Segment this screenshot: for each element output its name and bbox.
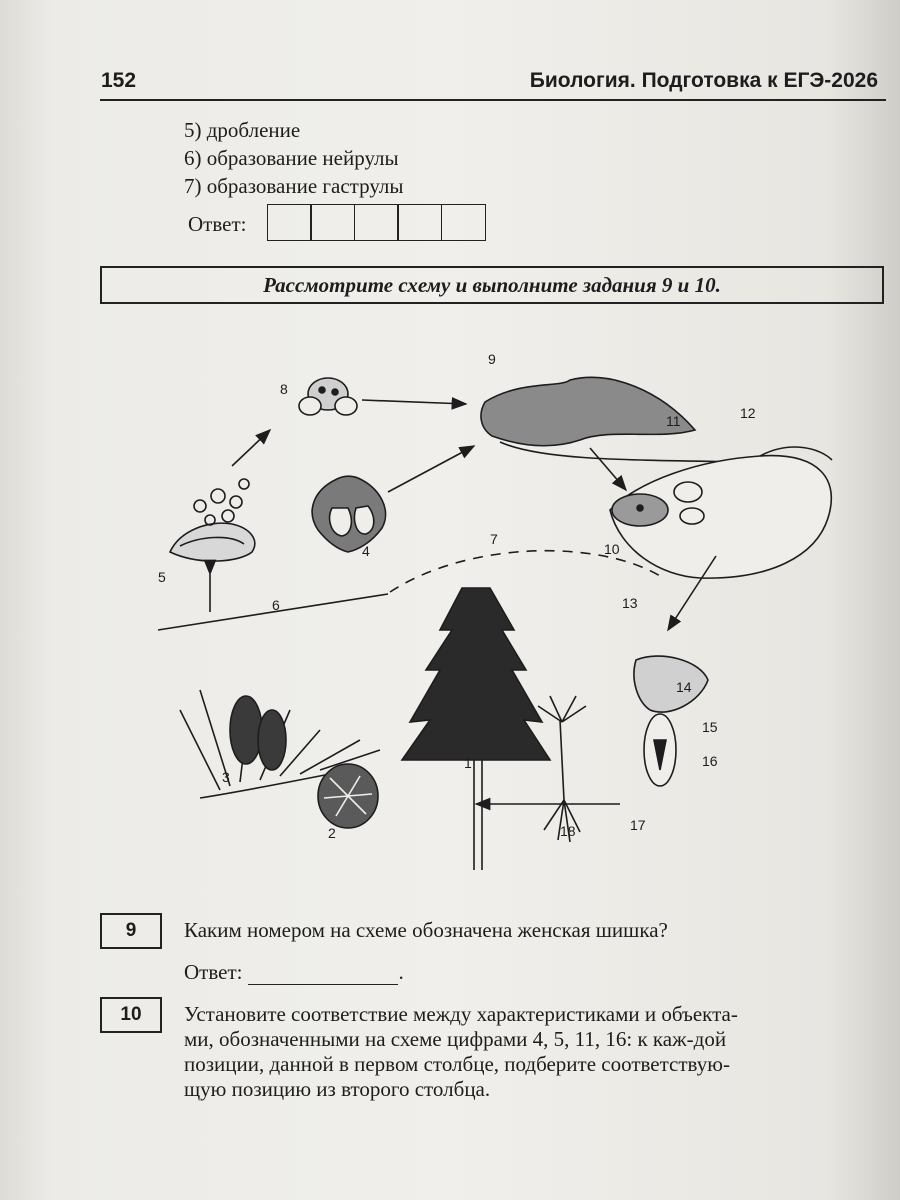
seedling-drawing — [538, 696, 586, 842]
task-number-10: 10 — [100, 997, 162, 1033]
task10-text — [184, 1002, 738, 1102]
answer-cell[interactable] — [354, 204, 399, 241]
male-cone-scale-drawing — [170, 479, 255, 561]
diagram-label-10: 10 — [604, 541, 620, 557]
diagram-label-17: 17 — [630, 817, 646, 833]
task9-answer-period: . — [398, 960, 404, 984]
page-number: 152 — [101, 69, 137, 92]
diagram-label-1: 1 — [464, 755, 472, 771]
pine-life-cycle-diagram — [140, 330, 900, 890]
task10-line: позиции, данной в первом столбце, подберите соответствую- — [184, 1052, 730, 1076]
answer-label: Ответ: — [188, 212, 247, 236]
answer-cell[interactable] — [310, 204, 355, 241]
diagram-label-4: 4 — [362, 543, 370, 559]
ovule-drawing — [610, 447, 832, 578]
diagram-label-8: 8 — [280, 381, 288, 397]
task9-question: Каким номером на схеме обозначена женская шишка? — [184, 918, 668, 942]
diagram-label-9: 9 — [488, 351, 496, 367]
task10-line: ми, обозначенными на схеме цифрами 4, 5, 11, 16: к каж-дой — [184, 1027, 727, 1051]
diagram-label-7: 7 — [490, 531, 498, 547]
seed-scale-drawing — [312, 476, 385, 552]
shoot-with-cones-drawing — [180, 690, 380, 828]
task9-answer-label: Ответ: — [184, 960, 243, 984]
diagram-label-3: 3 — [222, 769, 230, 785]
diagram-label-2: 2 — [328, 825, 336, 841]
diagram-label-6: 6 — [272, 597, 280, 613]
book-title: Биология. Подготовка к ЕГЭ-2026 — [529, 69, 878, 92]
header-divider — [100, 99, 886, 101]
diagram-label-5: 5 — [158, 569, 166, 585]
diagram-label-16: 16 — [702, 753, 718, 769]
task10-line: щую позицию из второго столбца. — [184, 1077, 491, 1101]
answer-grid[interactable] — [268, 204, 486, 241]
answer-cell[interactable] — [267, 204, 312, 241]
diagram-label-11: 11 — [666, 413, 681, 429]
diagram-label-14: 14 — [676, 679, 692, 695]
task9-answer-row — [184, 960, 404, 985]
pollen-grain-drawing — [299, 378, 357, 415]
diagram-label-13: 13 — [622, 595, 638, 611]
diagram-label-15: 15 — [702, 719, 718, 735]
diagram-label-18: 18 — [560, 823, 576, 839]
seed-drawing — [634, 656, 708, 786]
option-5: 5) дробление — [184, 118, 301, 142]
instruction-banner: Рассмотрите схему и выполните задания 9 и 10. — [100, 266, 884, 304]
option-7: 7) образование гаструлы — [184, 174, 404, 198]
task10-line: Установите соответствие между характеристиками и объекта- — [184, 1002, 738, 1026]
pine-tree-drawing — [402, 588, 550, 870]
answer-cell[interactable] — [397, 204, 442, 241]
answer-cell[interactable] — [441, 204, 486, 241]
pollen-tube-drawing — [481, 377, 695, 445]
diagram-label-12: 12 — [740, 405, 756, 421]
task-number-9: 9 — [100, 913, 162, 949]
task9-answer-field[interactable] — [248, 964, 398, 985]
option-6: 6) образование нейрулы — [184, 146, 399, 170]
